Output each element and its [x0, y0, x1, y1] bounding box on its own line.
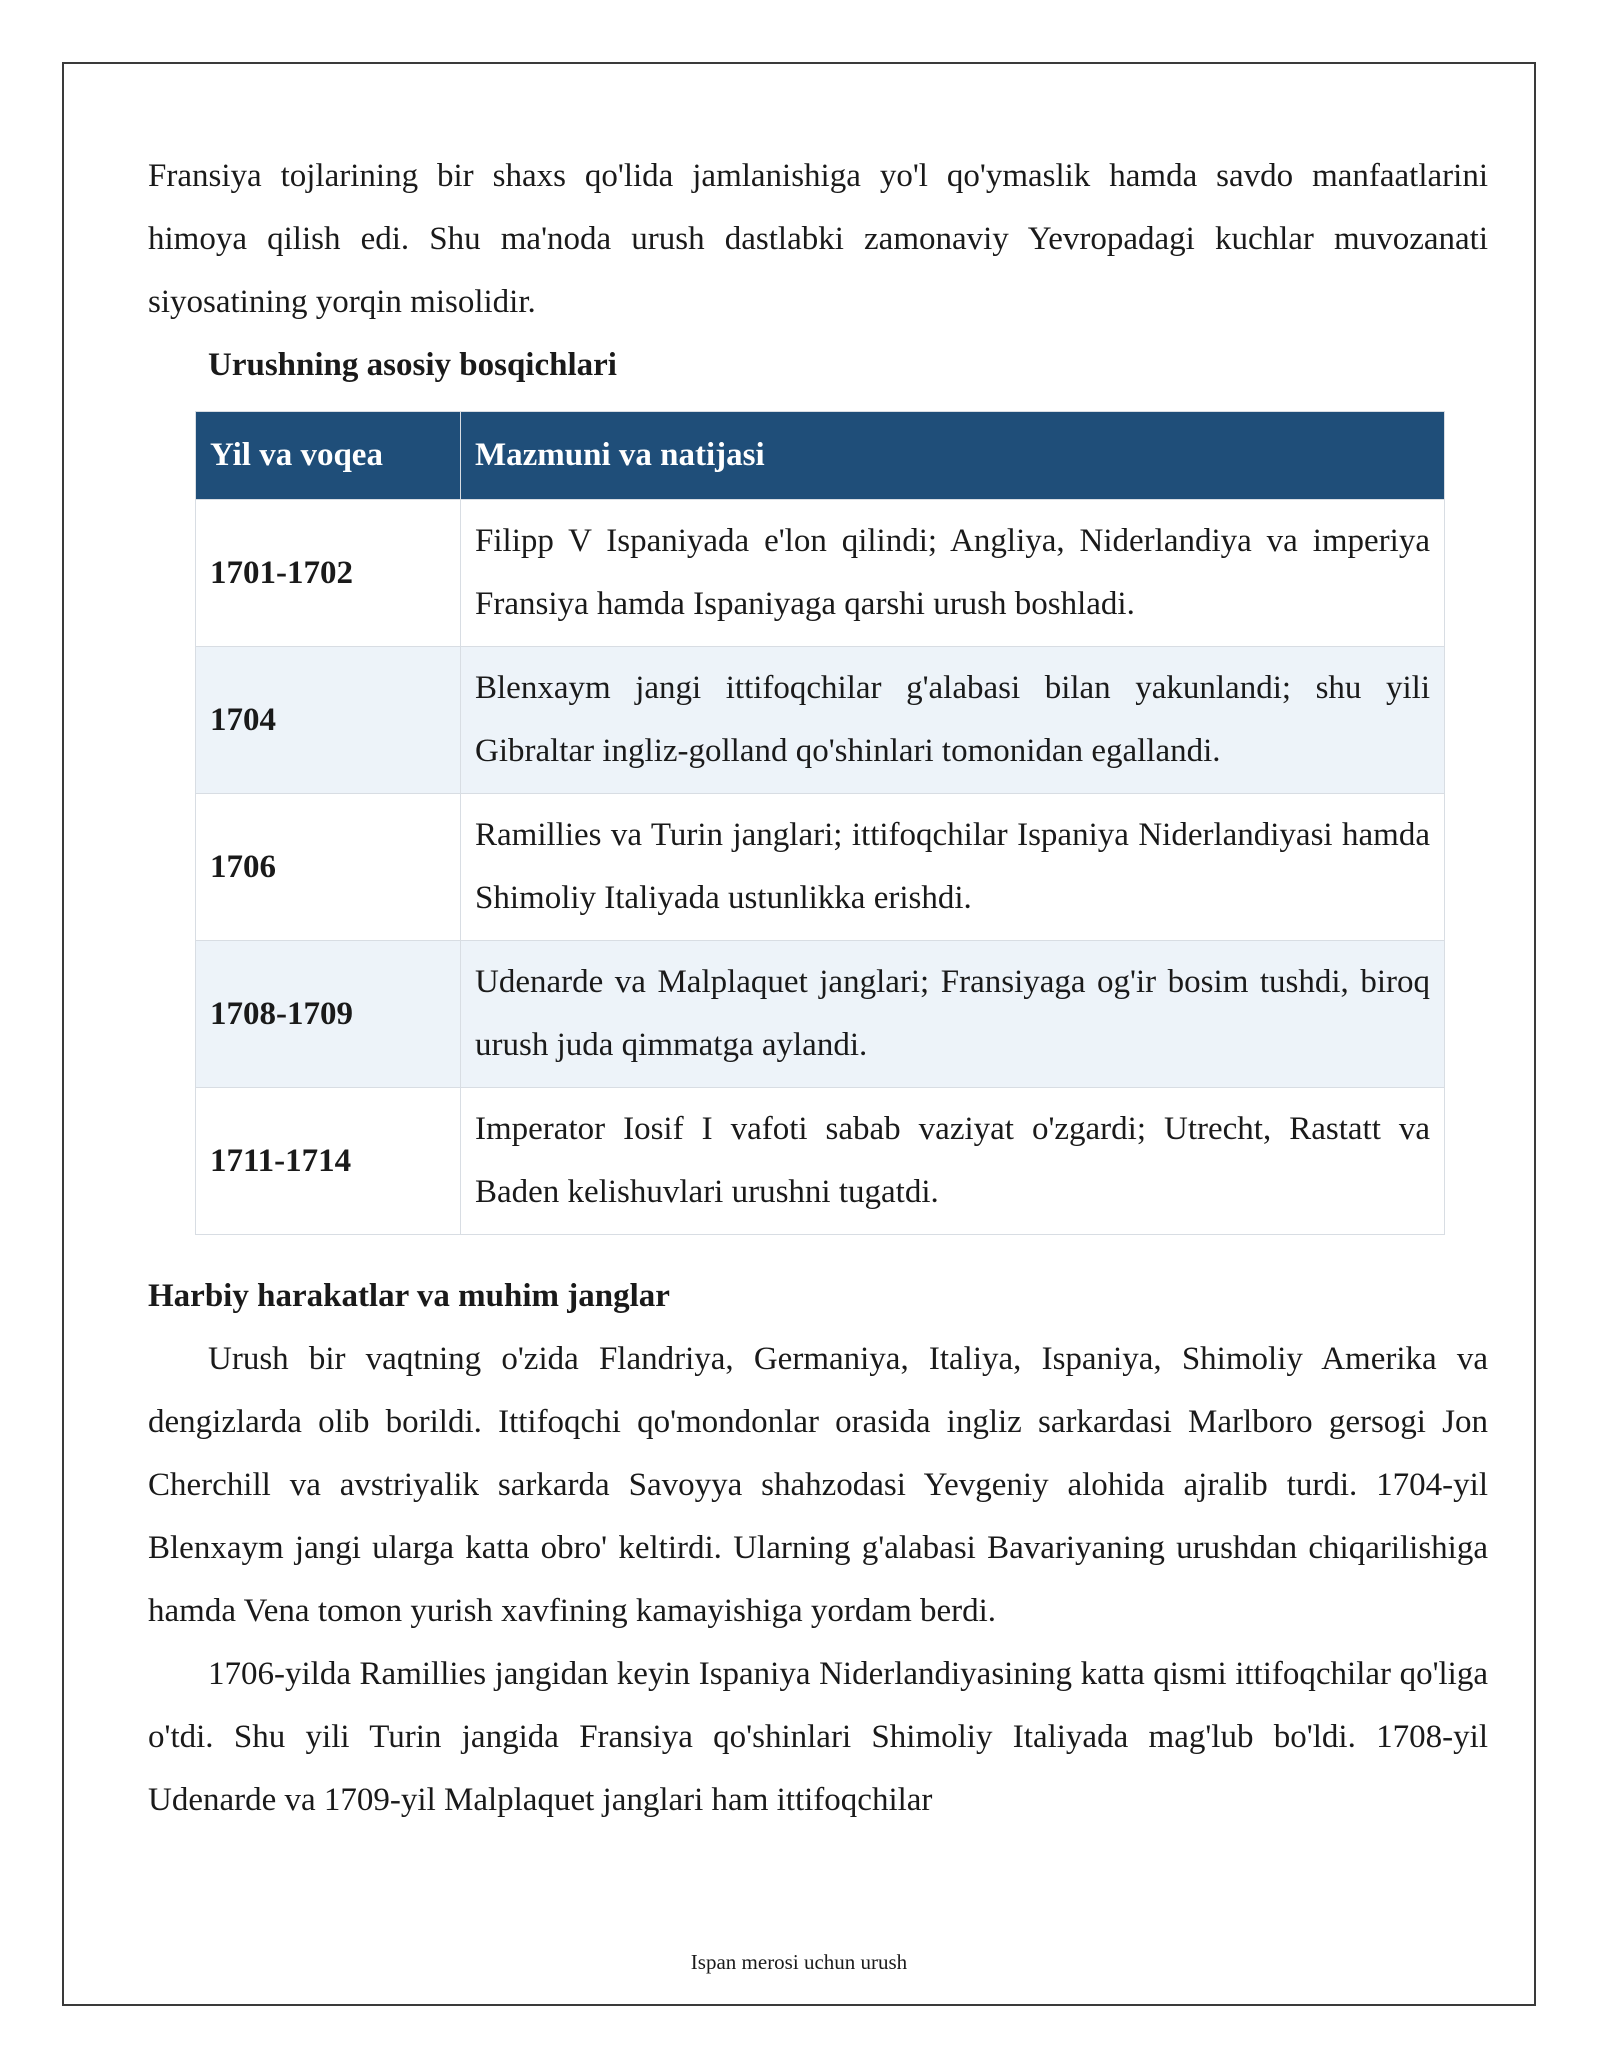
body-paragraph-1: Urush bir vaqtning o'zida Flandriya, Germaniya, Italiya, Ispaniya, Shimoliy Amerika va dengizlarda olib borildi. Ittifoqchi qo'mondonlar orasida ingliz sarkardasi Marlboro gersogi Jon Cherchill va avstriyalik sarkarda Savoyya shahzodasi Yevgeniy alohida ajralib turdi. 1704-yil Blenxaym jangi ularga katta obro' keltirdi. Ularning g'alabasi Bavariyaning urushdan chiqarilishiga hamda Vena tomon yurish xavfining kamayishiga yordam berdi. — [148, 1341, 1488, 1629]
table-row — [196, 794, 1445, 941]
row-year: 1701-1702 — [196, 500, 461, 647]
table-row — [196, 941, 1445, 1088]
column-header-content: Mazmuni va natijasi — [461, 412, 1445, 500]
page-footer: Ispan merosi uchun urush — [690, 1950, 908, 1974]
stages-table — [195, 411, 1445, 1235]
table-heading: Urushning asosiy bosqichlari — [208, 347, 617, 383]
row-description: Blenxaym jangi ittifoqchilar g'alabasi bilan yakunlandi; shu yili Gibraltar ingliz-golland qo'shinlari tomonidan egallandi. — [461, 647, 1445, 794]
stages-table-wrapper — [195, 411, 1445, 1235]
row-description: Imperator Iosif I vafoti sabab vaziyat o'zgardi; Utrecht, Rastatt va Baden kelishuvlari urushni tugatdi. — [461, 1088, 1445, 1235]
page-content — [148, 145, 1488, 1832]
column-header-year: Yil va voqea — [196, 412, 461, 500]
row-description: Filipp V Ispaniyada e'lon qilindi; Angliya, Niderlandiya va imperiya Fransiya hamda Ispaniyaga qarshi urush boshladi. — [461, 500, 1445, 647]
table-row — [196, 647, 1445, 794]
row-year: 1708-1709 — [196, 941, 461, 1088]
table-row — [196, 1088, 1445, 1235]
row-year: 1711-1714 — [196, 1088, 461, 1235]
row-year: 1706 — [196, 794, 461, 941]
intro-paragraph: Fransiya tojlarining bir shaxs qo'lida jamlanishiga yo'l qo'ymaslik hamda savdo manfaatlarini himoya qilish edi. Shu ma'noda urush dastlabki zamonaviy Yevropadagi kuchlar muvozanati siyosatining yorqin misolidir. — [148, 158, 1488, 320]
table-header-row — [196, 412, 1445, 500]
row-description: Udenarde va Malplaquet janglari; Fransiyaga og'ir bosim tushdi, biroq urush juda qimmatga aylandi. — [461, 941, 1445, 1088]
row-year: 1704 — [196, 647, 461, 794]
table-row — [196, 500, 1445, 647]
body-paragraph-2: 1706-yilda Ramillies jangidan keyin Ispaniya Niderlandiyasining katta qismi ittifoqchilar qo'liga o'tdi. Shu yili Turin jangida Fransiya qo'shinlari Shimoliy Italiyada mag'lub bo'ldi. 1708-yil Udenarde va 1709-yil Malplaquet janglari ham ittifoqchilar — [148, 1656, 1488, 1818]
row-description: Ramillies va Turin janglari; ittifoqchilar Ispaniya Niderlandiyasi hamda Shimoliy Italiyada ustunlikka erishdi. — [461, 794, 1445, 941]
section-heading: Harbiy harakatlar va muhim janglar — [148, 1278, 670, 1314]
